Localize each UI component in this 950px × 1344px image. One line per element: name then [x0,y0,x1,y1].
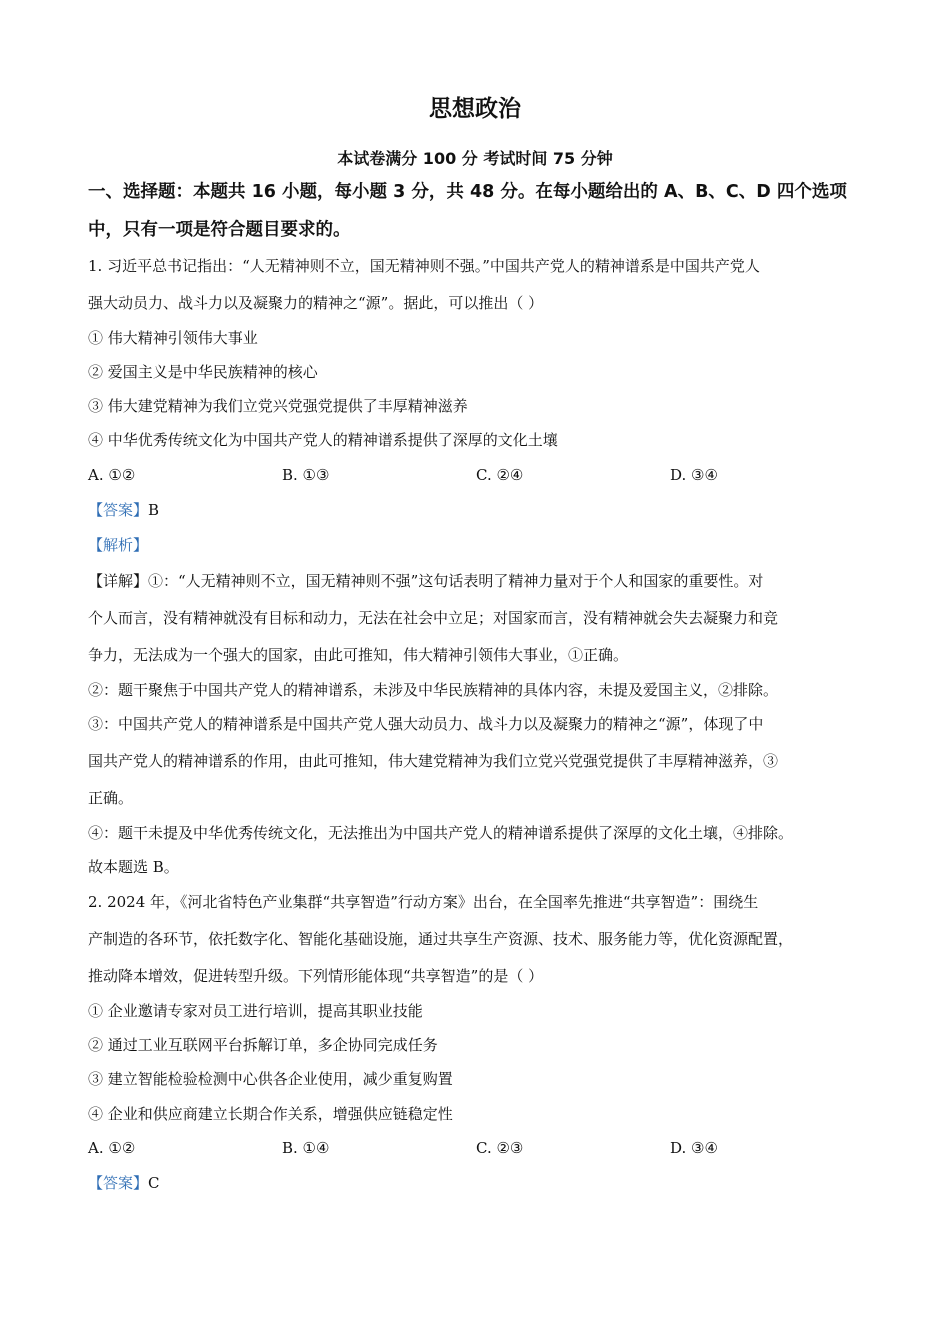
q1-detail-line-1 [88,571,888,591]
q2-answer-line [88,1173,888,1193]
q1-detail-line-3: 争力，无法成为一个强大的国家，由此可推知，伟大精神引领伟大事业，①正确。 [88,646,629,664]
q1-detail-line-2: 个人而言，没有精神就没有目标和动力，无法在社会中立足；对国家而言，没有精神就会失去凝聚力和竞 [88,609,779,627]
exam-info: 本试卷满分 100 分 考试时间 75 分钟 [337,149,613,168]
q1-option-d: D. ③④ [670,466,718,484]
q1-item-2: ② 爱国主义是中华民族精神的核心 [88,363,318,381]
q2-option-d: D. ③④ [670,1139,718,1157]
q1-detail-text-1: ①：“人无精神则不立，国无精神则不强”这句话表明了精神力量对于个人和国家的重要性。对 [148,572,764,590]
q1-detail-line-4: ②：题干聚焦于中国共产党人的精神谱系，未涉及中华民族精神的具体内容，未提及爱国主义，②排除。 [88,681,779,699]
q1-option-a: A. ①② [88,466,136,484]
q2-item-4: ④ 企业和供应商建立长期合作关系，增强供应链稳定性 [88,1105,453,1123]
q1-analysis-line [88,535,888,555]
q1-detail-line-7: 正确。 [88,789,134,807]
q1-detail-line-9: 故本题选 B。 [88,858,179,876]
q1-answer-line [88,500,888,520]
q1-option-c: C. ②④ [476,466,524,484]
q1-detail-line-8: ④：题干未提及中华优秀传统文化，无法推出为中国共产党人的精神谱系提供了深厚的文化土壤，④排除。 [88,824,794,842]
q2-item-3: ③ 建立智能检验检测中心供各企业使用，减少重复购置 [88,1070,453,1088]
q1-analysis-tag: 【解析】 [88,536,149,554]
q1-detail-line-6: 国共产党人的精神谱系的作用，由此可推知，伟大建党精神为我们立党兴党强党提供了丰厚精神滋养，③ [88,752,779,770]
q2-stem-line-2: 产制造的各环节，依托数字化、智能化基础设施，通过共享生产资源、技术、服务能力等，优化资源配置， [88,930,794,948]
q2-option-b: B. ①④ [282,1139,330,1157]
q1-stem-line-1: 1. 习近平总书记指出：“人无精神则不立，国无精神则不强。”中国共产党人的精神谱系是中国共产党人 [88,257,760,275]
q2-answer-value: C [148,1174,160,1192]
q1-answer-tag: 【答案】 [88,501,149,519]
q1-detail-tag: 【详解】 [88,572,149,590]
q1-item-4: ④ 中华优秀传统文化为中国共产党人的精神谱系提供了深厚的文化土壤 [88,431,558,449]
q1-item-3: ③ 伟大建党精神为我们立党兴党强党提供了丰厚精神滋养 [88,397,468,415]
q1-answer-value: B [148,501,160,519]
section-heading-line-1: 一、选择题：本题共 16 小题，每小题 3 分，共 48 分。在每小题给出的 A、B、C、D 四个选项 [88,182,847,202]
q1-detail-line-5: ③：中国共产党人的精神谱系是中国共产党人强大动员力、战斗力以及凝聚力的精神之“源”，体现了中 [88,715,764,733]
page-title: 思想政治 [429,96,521,122]
q2-stem-line-1: 2. 2024 年，《河北省特色产业集群“共享智造”行动方案》出台，在全国率先推进“共享智造”：围绕生 [88,893,759,911]
q1-stem-line-2: 强大动员力、战斗力以及凝聚力的精神之“源”。据此，可以推出（ ） [88,294,544,312]
q1-item-1: ① 伟大精神引领伟大事业 [88,329,258,347]
q2-option-a: A. ①② [88,1139,136,1157]
q1-option-b: B. ①③ [282,466,330,484]
section-heading-line-2: 中，只有一项是符合题目要求的。 [88,220,351,240]
q2-item-1: ① 企业邀请专家对员工进行培训，提高其职业技能 [88,1002,423,1020]
q2-stem-line-3: 推动降本增效，促进转型升级。下列情形能体现“共享智造”的是（ ） [88,967,544,985]
q2-item-2: ② 通过工业互联网平台拆解订单，多企协同完成任务 [88,1036,438,1054]
q2-option-c: C. ②③ [476,1139,524,1157]
q2-answer-tag: 【答案】 [88,1174,149,1192]
